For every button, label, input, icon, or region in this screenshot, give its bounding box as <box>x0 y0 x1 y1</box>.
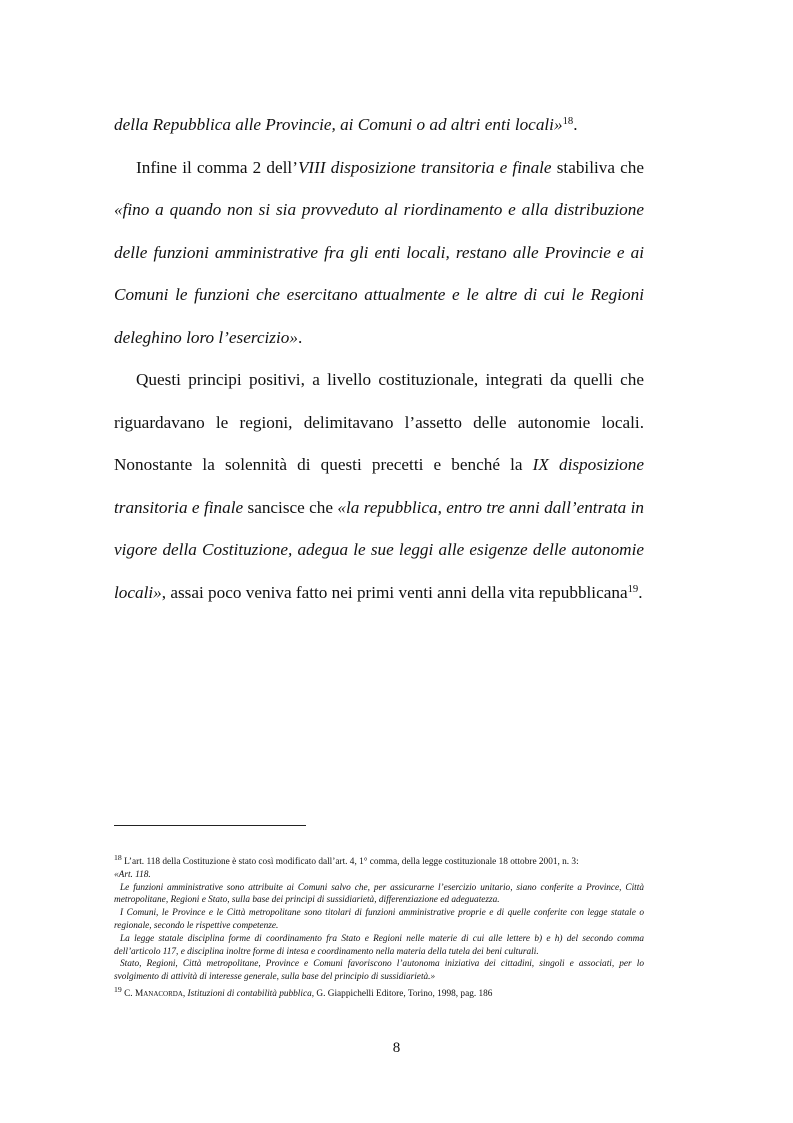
book-title: Istituzioni di contabilità pubblica <box>187 989 312 1000</box>
body-text <box>114 104 644 614</box>
text-run: sancisce che <box>243 497 338 517</box>
footnote-ref-19[interactable]: 19 <box>627 583 639 595</box>
punctuation: , <box>182 989 188 1000</box>
footnote-18-comma-1 <box>114 882 644 908</box>
italic-run: VIII disposizione transitoria e finale <box>297 157 552 177</box>
footnote-18-intro <box>114 852 644 869</box>
punctuation: . <box>573 115 578 134</box>
article-comma: Le funzioni amministrative sono attribuite ai Comuni salvo che, per assicurarne l’esercizio unitario, siano conferite a Province, Città metropolitane, Regioni e Stato, sulla base dei principi di sussidiarietà, differenziazione ed adeguatezza. <box>114 882 644 906</box>
footnote-number: 18 <box>114 853 122 862</box>
text-run: , assai poco veniva fatto nei primi venti anni della vita repubblicana <box>161 582 628 602</box>
footnote-18-comma-2 <box>114 907 644 933</box>
author-surname: Manacorda <box>134 989 183 1000</box>
footnote-ref-18[interactable]: 18 <box>562 116 574 128</box>
footnotes <box>114 852 644 1001</box>
text-run: Questi principi positivi, a livello costituzionale, integrati da quelli che riguardavano le regioni, delimitavano l’assetto delle autonomie locali. Nonostante la solennità di questi precetti e benché la <box>114 370 644 474</box>
page-number: 8 <box>392 1040 401 1056</box>
article-title: «Art. 118. <box>114 869 151 880</box>
paragraph-1 <box>114 104 644 147</box>
quote-text: «la repubblica, entro tre anni dall’entrata in vigore della Costituzione, adegua le sue leggi alle esigenze delle autonomie locali» <box>114 497 644 602</box>
article-comma: Stato, Regioni, Città metropolitane, Province e Comuni favoriscono l’autonoma iniziativa dei cittadini, singoli e associati, per lo svolgimento di attività di interesse generale, sulla base del principio di sussidiarietà.» <box>114 959 644 983</box>
paragraph-3 <box>114 359 644 614</box>
article-comma: I Comuni, le Province e le Città metropolitane sono titolari di funzioni amministrative proprie e di quelle conferite con legge statale o regionale, secondo le rispettive competenze. <box>114 908 644 932</box>
author-initial: C. <box>121 989 135 1000</box>
text-run: Infine il comma 2 dell’ <box>136 157 298 177</box>
quote-text: «fino a quando non si sia provveduto al riordinamento e alla distribuzione delle funzioni amministrative fra gli enti locali, restano alle Provincie e ai Comuni le funzioni che esercitano attualmente e le altre di cui le Regioni deleghino loro l’esercizio» <box>114 200 644 347</box>
paragraph-2 <box>114 147 644 360</box>
footnote-text: L’art. 118 della Costituzione è stato così modificato dall’art. 4, 1° comma, della legge costituzionale 18 ottobre 2001, n. 3: <box>121 857 579 868</box>
quote-text: della Repubblica alle Provincie, ai Comuni o ad altri enti locali» <box>114 115 563 134</box>
footnote-18-comma-4 <box>114 958 644 984</box>
footnote-number: 19 <box>114 985 122 995</box>
text-run: stabiliva che <box>551 157 644 177</box>
punctuation: . <box>638 582 643 602</box>
article-comma: La legge statale disciplina forme di coordinamento fra Stato e Regioni nelle materie di cui alle lettere b) e h) del secondo comma dell’articolo 117, e disciplina inoltre forme di intesa e coordinamento nella materia della tutela dei beni culturali. <box>114 933 644 957</box>
footnote-separator <box>114 825 306 826</box>
footnote-18-comma-3 <box>114 933 644 959</box>
italic-run: IX disposizione transitoria e finale <box>114 455 644 517</box>
footnote-19 <box>114 984 644 1001</box>
punctuation: . <box>297 327 303 347</box>
citation-details: , G. Giappichelli Editore, Torino, 1998, pag. 186 <box>311 989 493 1000</box>
footnote-18-article-title <box>114 869 644 882</box>
